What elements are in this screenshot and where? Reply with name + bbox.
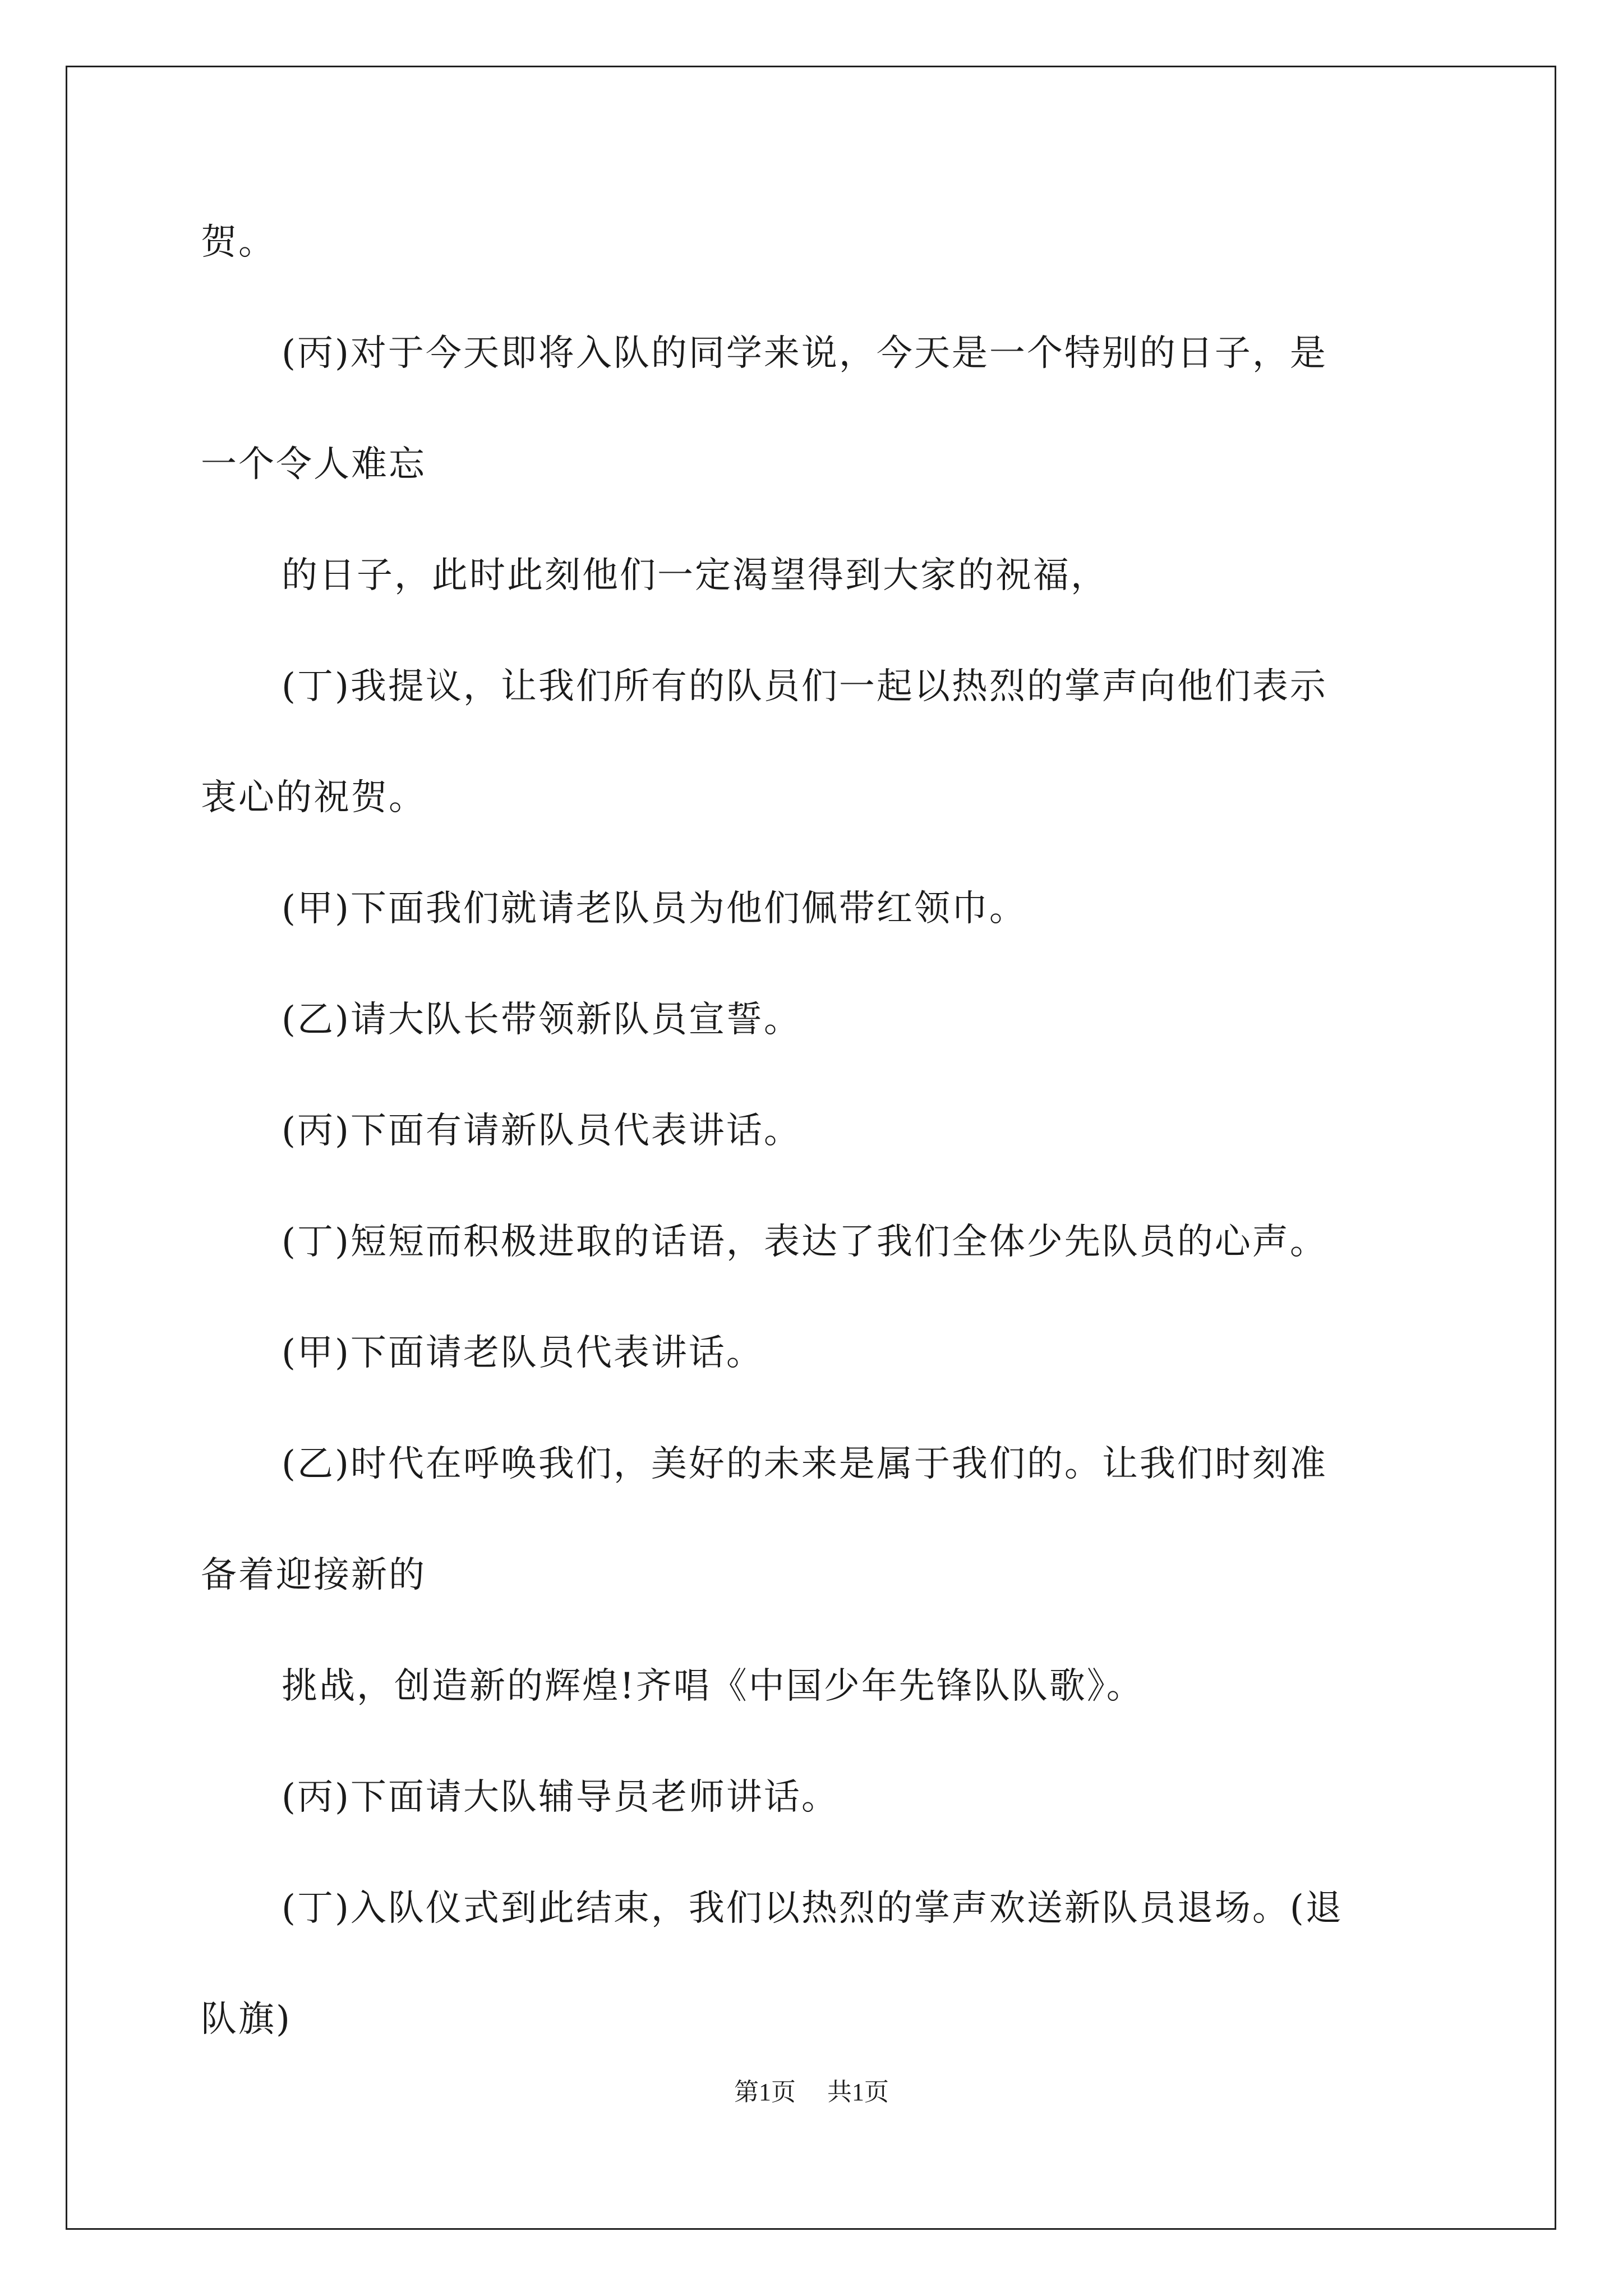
text-line: (甲)下面我们就请老队员为他们佩带红领巾。 <box>282 888 1027 930</box>
text-line: 衷心的祝贺。 <box>201 777 426 818</box>
text-line: (丙)下面请大队辅导员老师讲话。 <box>282 1777 839 1818</box>
text-line: 的日子，此时此刻他们一定渴望得到大家的祝福， <box>282 555 1108 596</box>
text-line: 队旗) <box>201 1999 292 2040</box>
text-line: (丁)我提议，让我们所有的队员们一起以热烈的掌声向他们表示 <box>282 666 1327 707</box>
text-line: 贺。 <box>201 222 276 263</box>
text-line: (甲)下面请老队员代表讲话。 <box>282 1332 764 1374</box>
text-line: (丙)对于今天即将入队的同学来说，今天是一个特别的日子，是 <box>282 333 1327 374</box>
text-line: (丁)短短而积极进取的话语，表达了我们全体少先队员的心声。 <box>282 1221 1327 1263</box>
text-line: 一个令人难忘 <box>201 444 426 485</box>
text-line: (丙)下面有请新队员代表讲话。 <box>282 1110 801 1152</box>
text-line: (乙)时代在呼唤我们，美好的未来是属于我们的。让我们时刻准 <box>282 1443 1327 1485</box>
text-line: 挑战，创造新的辉煌!齐唱《中国少年先锋队队歌》。 <box>282 1665 1144 1707</box>
text-line: 备着迎接新的 <box>201 1554 426 1596</box>
page-total: 共1页 <box>827 2078 889 2106</box>
page-footer <box>0 2080 1623 2105</box>
text-line: (丁)入队仪式到此结束，我们以热烈的掌声欢送新队员退场。(退 <box>282 1888 1343 1929</box>
text-line: (乙)请大队长带领新队员宣誓。 <box>282 999 801 1041</box>
page-number: 第1页 <box>734 2078 796 2106</box>
